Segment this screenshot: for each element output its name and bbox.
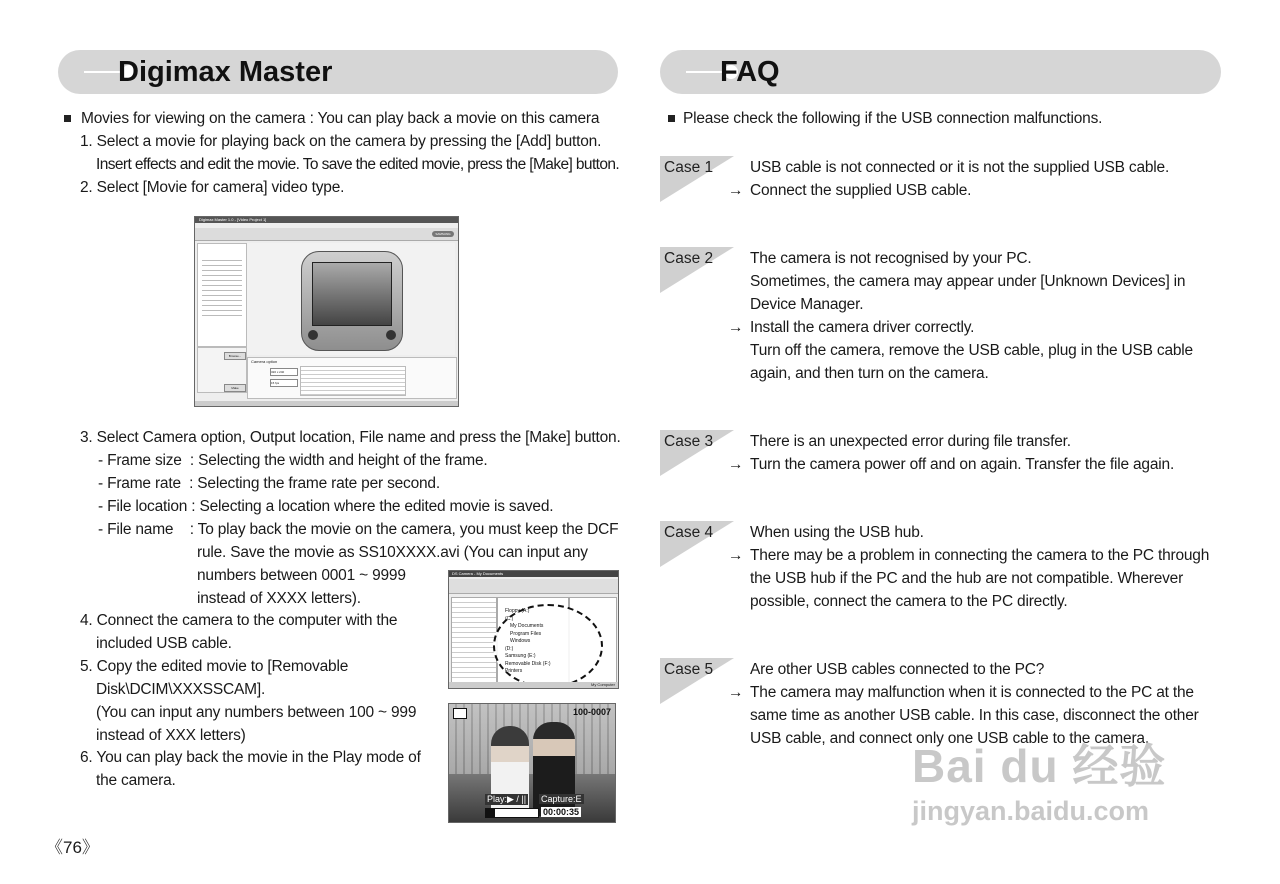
app-file-tree-panel [197, 243, 247, 347]
tree-item-program-files[interactable]: Program Files [510, 630, 542, 637]
case-solution-text: The camera may malfunction when it is connected to the PC at the [750, 684, 1194, 701]
capture-label: Capture:E [541, 794, 582, 804]
file-number-label: 100-0007 [572, 707, 611, 717]
movie-mode-icon [453, 708, 467, 719]
browse-button[interactable]: Browse... [224, 352, 246, 360]
section-header-faq [660, 50, 1221, 94]
tv-knob-icon [386, 330, 396, 340]
case-problem-text: Are other USB cables connected to the PC? [750, 661, 1045, 678]
tree-item-windows[interactable]: Windows [510, 638, 531, 644]
tree-item-my-documents[interactable]: My Documents [510, 623, 544, 629]
step4-line-b: included USB cable. [96, 635, 232, 652]
case-label: Case 1 [664, 159, 714, 176]
explorer-folder-pane [451, 597, 497, 683]
play-label: Play:▶ / || [487, 794, 527, 804]
case-label: Case 2 [664, 250, 714, 267]
explorer-tree-list [505, 608, 595, 676]
case-solution-text: possible, connect the camera to the PC directly. [750, 593, 1068, 610]
explorer-status-bar: My Computer [449, 682, 618, 688]
case-problem-text: When using the USB hub. [750, 524, 924, 541]
explorer-screenshot [448, 570, 619, 689]
case-solution-text: Connect the supplied USB cable. [750, 182, 972, 199]
tree-item-d-drive[interactable]: (D:) [505, 645, 514, 652]
frame-rate-select[interactable]: 15 fps [270, 379, 298, 387]
case-problem-text: There is an unexpected error during file transfer. [750, 433, 1071, 450]
case-problem-text: Sometimes, the camera may appear under [Unknown Devices] in [750, 273, 1186, 290]
camera-playback-screenshot [448, 703, 616, 823]
file-name-text-4: instead of XXXX letters). [197, 590, 361, 607]
camera-option-notes [300, 366, 406, 396]
case-tab [660, 247, 734, 293]
tv-knob-icon [308, 330, 318, 340]
step5-line-c: (You can input any numbers between 100 ~ 999 [96, 704, 417, 721]
step1-line-b: Insert effects and edit the movie. To save the edited movie, press the [Make] button. [96, 156, 620, 173]
step5-line-a: 5. Copy the edited movie to [Removable [80, 658, 349, 675]
file-location-text: - File location : Selecting a location where the edited movie is saved. [98, 498, 554, 515]
solution-arrow-icon: → [728, 319, 744, 336]
case-solution-text: same time as another USB cable. In this case, disconnect the other [750, 707, 1199, 724]
solution-arrow-icon: → [728, 547, 744, 564]
progress-fill [486, 809, 495, 817]
tree-item-removable-disk[interactable]: Removable Disk (F:) [505, 660, 551, 667]
app-brand-logo: SAMSUNG [432, 231, 454, 237]
step5-line-b: Disk\DCIM\XXXSSCAM]. [96, 681, 266, 698]
app-output-panel [197, 347, 247, 393]
faq-intro-text: Please check the following if the USB connection malfunctions. [683, 110, 1103, 127]
step1-line-a: 1. Select a movie for playing back on the camera by pressing the [Add] button. [80, 133, 602, 150]
step2-text: 2. Select [Movie for camera] video type. [80, 179, 345, 196]
intro-text: Movies for viewing on the camera : You can play back a movie on this camera [81, 110, 600, 127]
case-solution-text: USB cable, and connect only one USB cable to the camera. [750, 730, 1149, 747]
explorer-title-bar: DS Camera - My Documents [449, 571, 619, 577]
case-solution-text: Turn the camera power off and on again. Transfer the file again. [750, 456, 1175, 473]
carousel-preview-image [312, 262, 392, 326]
tree-item-floppy[interactable]: Floppy (A:) [505, 608, 530, 614]
case-problem-text: Device Manager. [750, 296, 864, 313]
step6-line-b: the camera. [96, 772, 176, 789]
case-label: Case 3 [664, 433, 714, 450]
case-solution-text: again, and then turn on the camera. [750, 365, 989, 382]
case-solution-text: Install the camera driver correctly. [750, 319, 975, 336]
app-preview-area [247, 243, 455, 355]
case-tab [660, 156, 734, 202]
page-title-digimax: Digimax Master [118, 56, 333, 88]
file-name-text-1: - File name : To play back the movie on the camera, you must keep the DCF [98, 521, 619, 538]
step6-line-a: 6. You can play back the movie in the Play mode of [80, 749, 421, 766]
baidu-watermark-logo: Bai du 经验 [912, 740, 1167, 792]
case-solution-text: Turn off the camera, remove the USB cable, plug in the USB cable [750, 342, 1193, 359]
file-name-text-2: rule. Save the movie as SS10XXXX.avi (You can input any [197, 544, 588, 561]
frame-size-text: - Frame size : Selecting the width and height of the frame. [98, 452, 488, 469]
bullet-square [64, 115, 71, 122]
case-tab [660, 658, 734, 704]
app-status-bar [195, 401, 458, 406]
camera-option-panel [247, 357, 457, 399]
step4-line-a: 4. Connect the camera to the computer with the [80, 612, 398, 629]
app-toolbar [195, 228, 458, 241]
step3-text: 3. Select Camera option, Output location, File name and press the [Make] button. [80, 429, 621, 446]
case-solution-text: There may be a problem in connecting the camera to the PC through [750, 547, 1210, 564]
baidu-watermark-url: jingyan.baidu.com [912, 796, 1150, 826]
timecode-label: 00:00:35 [543, 807, 580, 817]
solution-arrow-icon: → [728, 182, 744, 199]
page-number: 《76》 [46, 838, 99, 857]
digimax-app-screenshot [194, 216, 459, 407]
solution-arrow-icon: → [728, 456, 744, 473]
case-tab [660, 430, 734, 476]
solution-arrow-icon: → [728, 684, 744, 701]
case-problem-text: USB cable is not connected or it is not the supplied USB cable. [750, 159, 1170, 176]
case-label: Case 5 [664, 661, 714, 678]
step5-line-d: instead of XXX letters) [96, 727, 246, 744]
frame-rate-text: - Frame rate : Selecting the frame rate per second. [98, 475, 440, 492]
make-button[interactable]: Make [224, 384, 246, 392]
bullet-square [668, 115, 675, 122]
case-solution-text: the USB hub if the PC and the hub are not compatible. Wherever [750, 570, 1184, 587]
tv-frame-icon [301, 251, 403, 351]
page-title-faq: FAQ [720, 56, 780, 88]
case-tab [660, 521, 734, 567]
camera-option-label: Camera option [251, 359, 278, 364]
case-problem-text: The camera is not recognised by your PC. [750, 250, 1032, 267]
explorer-toolbar [449, 579, 618, 594]
tree-item-samsung[interactable]: Samsung (E:) [505, 653, 536, 659]
file-name-text-3: numbers between 0001 ~ 9999 [197, 567, 406, 584]
playback-progress-bar [485, 808, 539, 818]
case-label: Case 4 [664, 524, 714, 541]
tree-item-printers[interactable]: Printers [505, 668, 523, 674]
section-header-digimax [58, 50, 618, 94]
app-title-bar: Digimax Master 1.0 - [Video Project 1] [195, 217, 459, 223]
tree-item-c-drive[interactable]: (C:) [505, 615, 514, 622]
frame-size-select[interactable]: 320 x 240 [270, 368, 298, 376]
